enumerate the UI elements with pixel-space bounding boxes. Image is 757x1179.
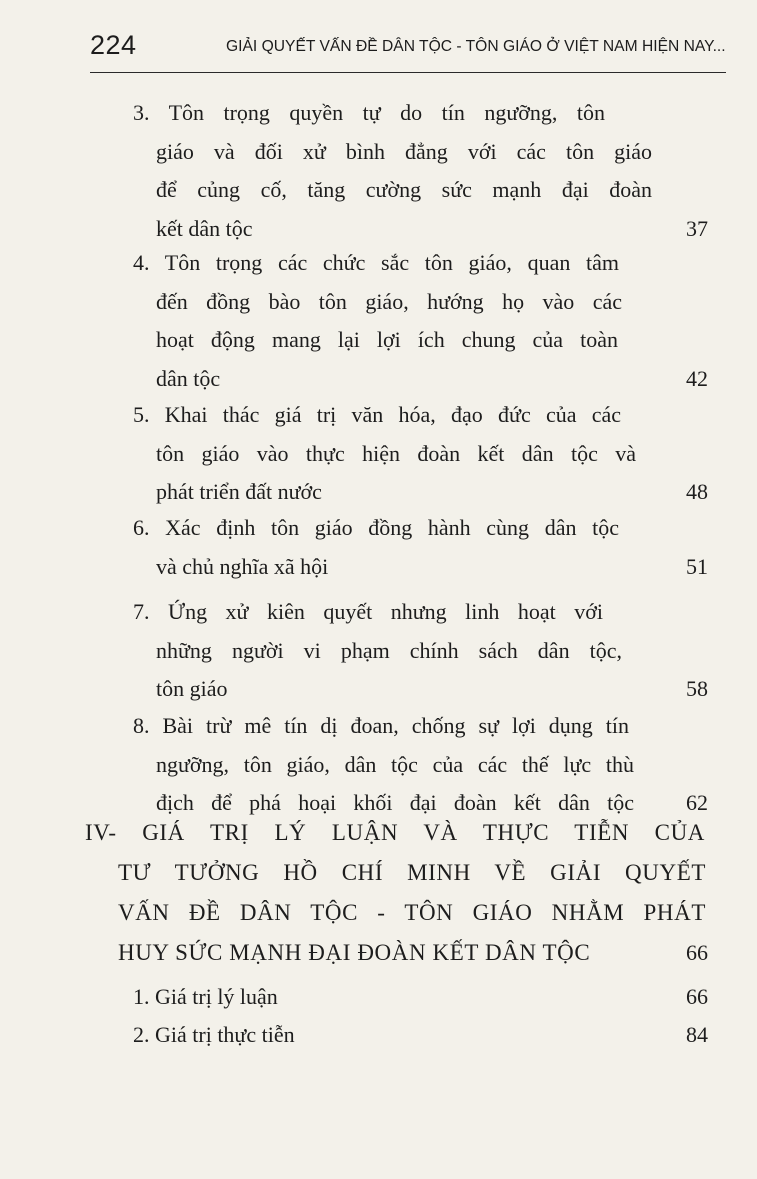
toc-entry-line: và chủ nghĩa xã hội (156, 553, 329, 579)
toc-entry-line: đến đồng bào tôn giáo, hướng họ vào các (156, 288, 622, 314)
toc-entry-line: HUY SỨC MẠNH ĐẠI ĐOÀN KẾT DÂN TỘC (118, 940, 591, 965)
toc-entry-line: để củng cố, tăng cường sức mạnh đại đoàn (156, 177, 652, 202)
toc-entry-line: 3. Tôn trọng quyền tự do tín ngưỡng, tôn (133, 100, 605, 125)
toc-page-number: 37 (686, 215, 708, 241)
toc-entry-line: những người vi phạm chính sách dân tộc, (156, 637, 622, 663)
running-title: GIẢI QUYẾT VẤN ĐỀ DÂN TỘC - TÔN GIÁO Ở VIỆT NAM HIỆN NAY... (226, 38, 726, 55)
toc-entry-line: tôn giáo (156, 676, 228, 701)
toc-entry-line: giáo và đối xử bình đẳng với các tôn giáo (156, 138, 652, 164)
toc-entry-line: TƯ TƯỞNG HỒ CHÍ MINH VỀ GIẢI QUYẾT (118, 860, 706, 885)
page-number: 224 (90, 30, 137, 60)
toc-page-number: 42 (686, 365, 708, 391)
toc-entry-line: 4. Tôn trọng các chức sắc tôn giáo, quan tâm (133, 250, 619, 275)
toc-entry-line: ngưỡng, tôn giáo, dân tộc của các thế lực thù (156, 751, 634, 777)
toc-entry-line: dân tộc (156, 365, 221, 391)
toc-page-number: 51 (686, 553, 708, 579)
toc-page-number: 58 (686, 676, 708, 701)
toc-entry-line: 5. Khai thác giá trị văn hóa, đạo đức của các (133, 402, 621, 427)
page-header (90, 30, 726, 73)
toc-page-number: 84 (686, 1022, 708, 1047)
toc-entry-line: IV- GIÁ TRỊ LÝ LUẬN VÀ THỰC TIỄN CỦA (85, 820, 705, 845)
toc-entry-line: 1. Giá trị lý luận (133, 984, 278, 1009)
toc-page-number: 66 (686, 940, 708, 965)
toc-entry-line: VẤN ĐỀ DÂN TỘC - TÔN GIÁO NHẰM PHÁT (118, 900, 706, 925)
toc-entry-line: 6. Xác định tôn giáo đồng hành cùng dân tộc (133, 515, 619, 540)
toc-entry-line: phát triển đất nước (156, 479, 322, 504)
toc-entry-line: kết dân tộc (156, 215, 253, 241)
toc-entry-line: 7. Ứng xử kiên quyết nhưng linh hoạt với (133, 599, 603, 624)
toc-entry-line: 8. Bài trừ mê tín dị đoan, chống sự lợi dụng tín (133, 713, 629, 738)
toc-entry-line: tôn giáo vào thực hiện đoàn kết dân tộc và (156, 440, 636, 466)
toc-entry-line: địch để phá hoại khối đại đoàn kết dân tộc (156, 790, 634, 815)
toc-page-number: 48 (686, 479, 708, 504)
toc-page-number: 62 (686, 790, 708, 815)
toc-page-number: 66 (686, 984, 708, 1009)
toc-entry-line: hoạt động mang lại lợi ích chung của toàn (156, 327, 618, 352)
toc-entry-line: 2. Giá trị thực tiễn (133, 1022, 295, 1047)
